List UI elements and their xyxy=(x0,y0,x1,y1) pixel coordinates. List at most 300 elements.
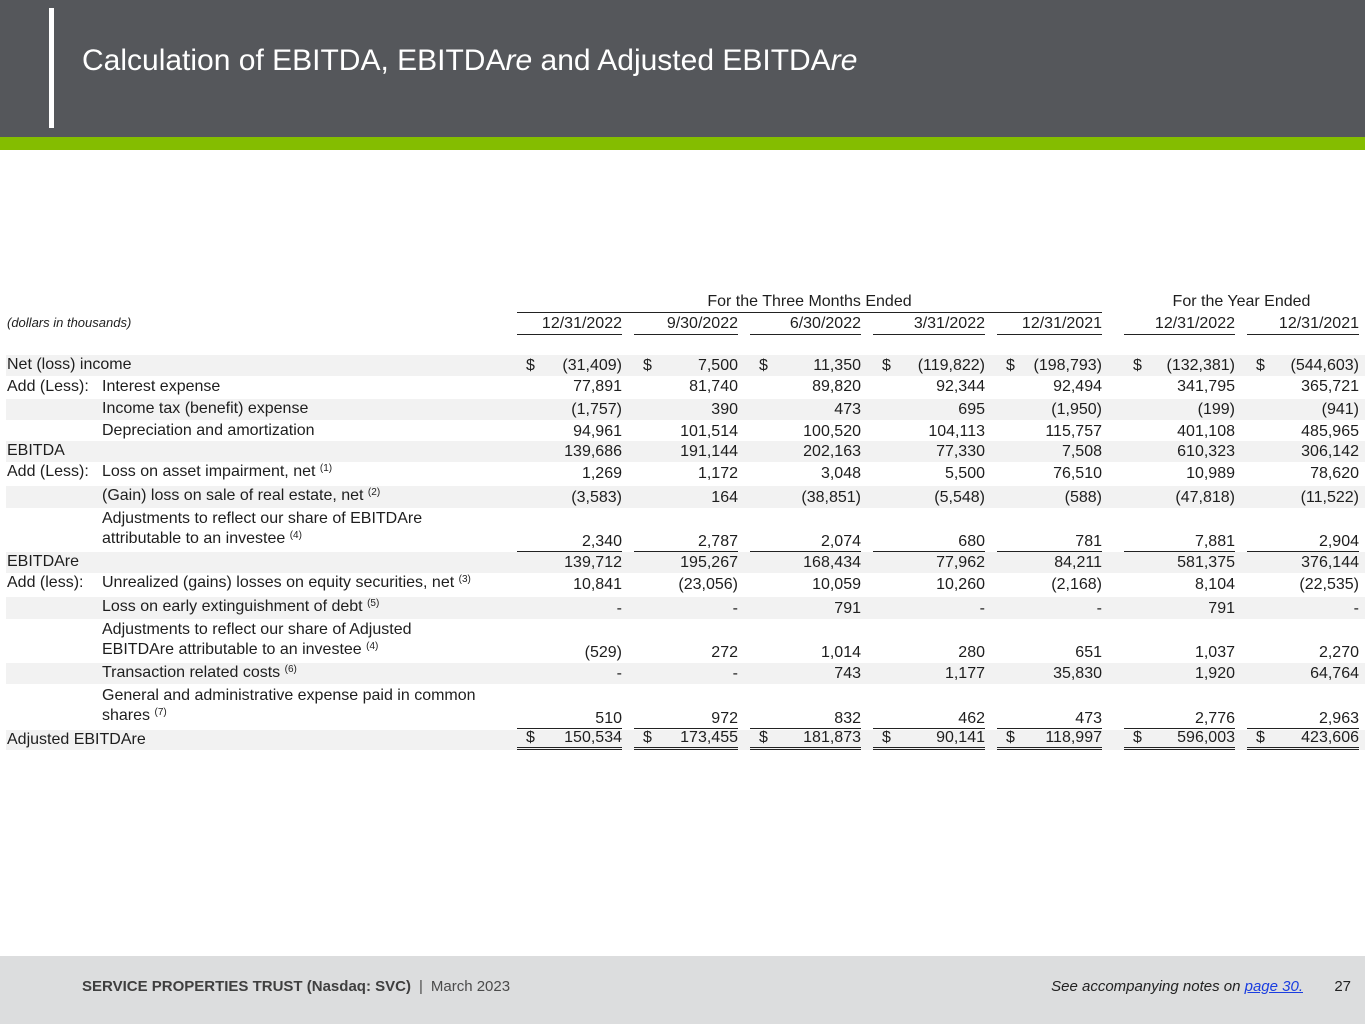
cell-value: (5,548) xyxy=(934,489,985,506)
row-label-text: Loss on asset impairment, net xyxy=(102,463,316,480)
cell-value: 306,142 xyxy=(1301,443,1359,460)
table-cell xyxy=(1124,575,1235,595)
table-cell xyxy=(1247,356,1359,376)
notes-page-link[interactable]: page 30. xyxy=(1244,978,1303,995)
footer-company xyxy=(82,978,510,995)
row-prefix: Add (Less): xyxy=(7,378,89,395)
table-cell xyxy=(517,442,622,462)
table-cell xyxy=(750,356,861,376)
footnote-ref: (4) xyxy=(366,641,379,652)
currency-symbol: $ xyxy=(1006,729,1015,746)
cell-value: 10,260 xyxy=(936,576,985,593)
table-cell xyxy=(517,356,622,376)
table-cell xyxy=(997,599,1102,619)
cell-value: 423,606 xyxy=(1301,729,1359,746)
period-header: 12/31/2021 xyxy=(1247,314,1359,335)
table-cell xyxy=(997,442,1102,462)
currency-symbol: $ xyxy=(643,729,652,746)
table-cell xyxy=(1124,664,1235,684)
cell-value: 781 xyxy=(1075,533,1102,550)
row-label xyxy=(102,597,379,617)
table-cell xyxy=(634,643,738,663)
table-cell xyxy=(873,553,985,573)
table-cell xyxy=(997,728,1102,750)
cell-value: 7,881 xyxy=(1194,533,1235,550)
table-cell xyxy=(634,532,738,552)
cell-value: 100,520 xyxy=(803,423,861,440)
table-row xyxy=(6,462,1365,484)
cell-value: 743 xyxy=(834,665,861,682)
row-prefix: Adjusted EBITDAre xyxy=(7,731,146,748)
table-cell xyxy=(634,377,738,397)
cell-value: 485,965 xyxy=(1301,423,1359,440)
table-cell xyxy=(997,553,1102,573)
table-row xyxy=(6,597,1365,619)
cell-value: (38,851) xyxy=(801,489,861,506)
cell-value: 35,830 xyxy=(1053,665,1102,682)
table-cell xyxy=(997,464,1102,484)
cell-value: 77,891 xyxy=(573,378,622,395)
cell-value: 10,059 xyxy=(812,576,861,593)
row-label xyxy=(102,509,422,549)
cell-value: 462 xyxy=(958,710,985,727)
table-cell xyxy=(873,643,985,663)
footnote-ref: (3) xyxy=(458,574,471,585)
table-row xyxy=(6,573,1365,595)
table-cell xyxy=(634,422,738,442)
table-cell xyxy=(1247,599,1359,619)
cell-value: 81,740 xyxy=(689,378,738,395)
table-cell xyxy=(517,728,622,750)
row-label xyxy=(102,686,476,726)
table-cell xyxy=(750,709,861,729)
cell-value: (1,950) xyxy=(1051,401,1102,418)
table-cell xyxy=(634,400,738,420)
table-cell xyxy=(1247,400,1359,420)
footnote-ref: (6) xyxy=(284,664,297,675)
cell-value: (529) xyxy=(584,644,622,661)
table-cell xyxy=(873,728,985,750)
table-cell xyxy=(634,356,738,376)
row-label-line1: Adjustments to reflect our share of Adjusted xyxy=(102,621,412,638)
row-prefix: EBITDA xyxy=(7,442,65,459)
row-prefix: Add (Less): xyxy=(7,463,89,480)
table-cell xyxy=(1124,464,1235,484)
cell-value: - xyxy=(1353,600,1359,617)
table-cell xyxy=(873,575,985,595)
cell-value: 64,764 xyxy=(1310,665,1359,682)
row-label-line2: shares xyxy=(102,707,151,724)
cell-value: 473 xyxy=(834,401,861,418)
footnote-ref: (5) xyxy=(367,598,380,609)
cell-value: 202,163 xyxy=(803,443,861,460)
table-cell xyxy=(634,728,738,750)
table-cell xyxy=(1247,553,1359,573)
cell-value: 1,920 xyxy=(1194,665,1235,682)
cell-value: 164 xyxy=(711,489,738,506)
table-cell xyxy=(517,422,622,442)
cell-value: 1,177 xyxy=(944,665,985,682)
currency-symbol: $ xyxy=(882,729,891,746)
cell-value: 181,873 xyxy=(803,729,861,746)
currency-symbol: $ xyxy=(882,357,891,374)
table-row xyxy=(6,509,1365,552)
period-header: 12/31/2021 xyxy=(997,314,1102,335)
table-cell xyxy=(517,532,622,552)
cell-value: 76,510 xyxy=(1053,465,1102,482)
table-cell xyxy=(997,377,1102,397)
cell-value: 7,508 xyxy=(1061,443,1102,460)
cell-value: 191,144 xyxy=(680,443,738,460)
cell-value: 3,048 xyxy=(820,465,861,482)
table-cell xyxy=(634,442,738,462)
table-cell xyxy=(873,377,985,397)
row-label xyxy=(102,421,315,441)
cell-value: 1,269 xyxy=(581,465,622,482)
cell-value: 2,074 xyxy=(820,533,861,550)
table-row xyxy=(6,421,1365,442)
row-prefix: Add (less): xyxy=(7,574,84,591)
cell-value: 341,795 xyxy=(1177,378,1235,395)
cell-value: 92,344 xyxy=(936,378,985,395)
table-cell xyxy=(1124,488,1235,508)
table-row xyxy=(6,730,1365,750)
cell-value: - xyxy=(1096,600,1102,617)
table-cell xyxy=(634,464,738,484)
cell-value: 2,904 xyxy=(1318,533,1359,550)
table-cell xyxy=(1247,728,1359,750)
cell-value: 510 xyxy=(595,710,622,727)
cell-value: (199) xyxy=(1197,401,1235,418)
table-cell xyxy=(517,575,622,595)
cell-value: (47,818) xyxy=(1175,489,1235,506)
table-cell xyxy=(1247,532,1359,552)
table-cell xyxy=(634,553,738,573)
row-label-line1: Adjustments to reflect our share of EBITDAre xyxy=(102,510,423,527)
group-header-three-months: For the Three Months Ended xyxy=(517,292,1102,313)
title-mid: and Adjusted EBITDA xyxy=(532,44,831,77)
row-prefix: EBITDAre xyxy=(7,553,80,570)
cell-value: 832 xyxy=(834,710,861,727)
table-cell xyxy=(1124,442,1235,462)
table-cell xyxy=(997,400,1102,420)
cell-value: 2,270 xyxy=(1318,644,1359,661)
row-label xyxy=(102,377,220,397)
row-label-line1: General and administrative expense paid in common xyxy=(102,687,476,704)
row-prefix: Net (loss) income xyxy=(7,356,132,373)
row-label xyxy=(102,663,297,683)
cell-value: 695 xyxy=(958,401,985,418)
table-cell xyxy=(750,664,861,684)
period-header: 9/30/2022 xyxy=(634,314,738,335)
table-cell xyxy=(1124,532,1235,552)
table-row xyxy=(6,486,1365,508)
cell-value: (119,822) xyxy=(917,357,985,374)
slide-footer xyxy=(0,956,1365,1024)
row-label-text: Unrealized (gains) losses on equity securities, net xyxy=(102,574,455,591)
table-cell xyxy=(1124,643,1235,663)
table-cell xyxy=(1124,356,1235,376)
cell-value: 2,787 xyxy=(697,533,738,550)
cell-value: 972 xyxy=(711,710,738,727)
cell-value: 651 xyxy=(1075,644,1102,661)
row-label-text: Transaction related costs xyxy=(102,664,281,681)
title-re-1: re xyxy=(505,44,533,77)
currency-symbol: $ xyxy=(759,729,768,746)
table-cell xyxy=(873,532,985,552)
cell-value: (31,409) xyxy=(562,357,622,374)
cell-value: 195,267 xyxy=(680,554,738,571)
table-cell xyxy=(873,709,985,729)
cell-value: - xyxy=(616,600,622,617)
table-row xyxy=(6,620,1365,663)
cell-value: 1,172 xyxy=(697,465,738,482)
table-cell xyxy=(873,356,985,376)
table-row xyxy=(6,377,1365,397)
table-cell xyxy=(1124,599,1235,619)
notes-text: See accompanying notes on xyxy=(1051,978,1245,995)
cell-value: 610,323 xyxy=(1177,443,1235,460)
footer-notes xyxy=(1051,978,1303,995)
cell-value: (544,603) xyxy=(1290,357,1359,374)
currency-symbol: $ xyxy=(643,357,652,374)
currency-symbol: $ xyxy=(1133,357,1142,374)
table-cell xyxy=(517,599,622,619)
cell-value: 84,211 xyxy=(1054,554,1102,571)
table-cell xyxy=(873,464,985,484)
cell-value: 92,494 xyxy=(1053,378,1102,395)
cell-value: 89,820 xyxy=(812,378,861,395)
table-cell xyxy=(1124,377,1235,397)
cell-value: (22,535) xyxy=(1299,576,1359,593)
cell-value: 77,330 xyxy=(936,443,985,460)
period-header: 6/30/2022 xyxy=(750,314,861,335)
cell-value: 94,961 xyxy=(573,423,622,440)
table-cell xyxy=(750,599,861,619)
cell-value: (132,381) xyxy=(1166,357,1235,374)
row-label-line2: attributable to an investee xyxy=(102,530,286,547)
cell-value: 365,721 xyxy=(1301,378,1359,395)
table-cell xyxy=(873,599,985,619)
cell-value: 5,500 xyxy=(944,465,985,482)
cell-value: 2,963 xyxy=(1318,710,1359,727)
table-cell xyxy=(1124,553,1235,573)
footnote-ref: (2) xyxy=(367,487,381,498)
row-label-text: Income tax (benefit) expense xyxy=(102,400,309,417)
table-cell xyxy=(634,709,738,729)
table-cell xyxy=(634,488,738,508)
row-label-text: Interest expense xyxy=(102,378,221,395)
cell-value: 791 xyxy=(834,600,861,617)
table-cell xyxy=(1247,488,1359,508)
table-cell xyxy=(517,709,622,729)
row-label-line2: EBITDAre attributable to an investee xyxy=(102,641,362,658)
cell-value: (198,793) xyxy=(1033,357,1102,374)
row-label xyxy=(102,462,332,482)
table-cell xyxy=(750,442,861,462)
title-prefix: Calculation of EBITDA, EBITDA xyxy=(82,44,506,77)
table-cell xyxy=(1124,728,1235,750)
table-cell xyxy=(1247,442,1359,462)
table-cell xyxy=(997,422,1102,442)
footer-date: March 2023 xyxy=(430,978,511,995)
table-cell xyxy=(634,575,738,595)
cell-value: 90,141 xyxy=(936,729,985,746)
table-cell xyxy=(517,400,622,420)
table-cell xyxy=(873,422,985,442)
cell-value: 139,686 xyxy=(564,443,622,460)
footnote-ref: (1) xyxy=(319,463,333,474)
period-header: 3/31/2022 xyxy=(873,314,985,335)
cell-value: - xyxy=(732,600,738,617)
cell-value: - xyxy=(979,600,985,617)
currency-symbol: $ xyxy=(1256,729,1265,746)
table-cell xyxy=(750,488,861,508)
cell-value: - xyxy=(616,665,622,682)
table-row xyxy=(6,441,1365,462)
table-cell xyxy=(997,664,1102,684)
table-cell xyxy=(1247,422,1359,442)
currency-symbol: $ xyxy=(1133,729,1142,746)
currency-symbol: $ xyxy=(526,729,535,746)
cell-value: (2,168) xyxy=(1051,576,1102,593)
cell-value: 8,104 xyxy=(1194,576,1235,593)
group-header-year: For the Year Ended xyxy=(1172,293,1311,310)
row-label xyxy=(102,573,471,593)
cell-value: 10,989 xyxy=(1186,465,1235,482)
cell-value: 390 xyxy=(711,401,738,418)
cell-value: 150,534 xyxy=(564,729,622,746)
row-label-text: Loss on early extinguishment of debt xyxy=(102,598,363,615)
company-name: SERVICE PROPERTIES TRUST (Nasdaq: SVC) xyxy=(82,978,411,995)
table-cell xyxy=(1124,422,1235,442)
table-cell xyxy=(1124,400,1235,420)
cell-value: 680 xyxy=(958,533,985,550)
currency-symbol: $ xyxy=(526,357,535,374)
table-cell xyxy=(517,464,622,484)
cell-value: 2,340 xyxy=(581,533,622,550)
table-cell xyxy=(997,488,1102,508)
cell-value: 168,434 xyxy=(803,554,861,571)
table-row xyxy=(6,399,1365,420)
table-cell xyxy=(634,664,738,684)
cell-value: 1,014 xyxy=(820,644,861,661)
table-cell xyxy=(750,728,861,750)
table-cell xyxy=(750,553,861,573)
table-cell xyxy=(517,377,622,397)
cell-value: 473 xyxy=(1075,710,1102,727)
cell-value: 10,841 xyxy=(573,576,622,593)
table-cell xyxy=(517,553,622,573)
period-header: 12/31/2022 xyxy=(517,314,622,335)
table-cell xyxy=(997,356,1102,376)
cell-value: (3,583) xyxy=(571,489,622,506)
cell-value: 596,003 xyxy=(1177,729,1235,746)
cell-value: 11,350 xyxy=(813,357,861,374)
period-header: 12/31/2022 xyxy=(1124,314,1235,335)
cell-value: 581,375 xyxy=(1177,554,1235,571)
table-cell xyxy=(517,488,622,508)
table-cell xyxy=(1247,464,1359,484)
cell-value: 115,757 xyxy=(1045,423,1102,440)
cell-value: 7,500 xyxy=(697,357,738,374)
table-cell xyxy=(1247,377,1359,397)
table-cell xyxy=(873,442,985,462)
table-cell xyxy=(634,599,738,619)
cell-value: 1,037 xyxy=(1194,644,1235,661)
row-label xyxy=(102,620,412,660)
table-cell xyxy=(517,643,622,663)
table-row xyxy=(6,663,1365,684)
cell-value: 2,776 xyxy=(1194,710,1235,727)
cell-value: 791 xyxy=(1208,600,1235,617)
table-cell xyxy=(750,575,861,595)
table-cell xyxy=(873,664,985,684)
row-label xyxy=(102,486,380,506)
cell-value: 280 xyxy=(958,644,985,661)
currency-symbol: $ xyxy=(759,357,768,374)
cell-value: (11,522) xyxy=(1300,489,1359,506)
title-re-2: re xyxy=(830,44,858,77)
table-cell xyxy=(997,532,1102,552)
cell-value: - xyxy=(732,665,738,682)
table-cell xyxy=(997,643,1102,663)
row-label-text: Depreciation and amortization xyxy=(102,422,315,439)
table-cell xyxy=(750,377,861,397)
cell-value: 272 xyxy=(711,644,738,661)
table-row xyxy=(6,355,1365,376)
table-cell xyxy=(1247,643,1359,663)
cell-value: (1,757) xyxy=(571,401,622,418)
cell-value: (588) xyxy=(1064,489,1102,506)
table-cell xyxy=(750,400,861,420)
cell-value: (941) xyxy=(1321,401,1359,418)
cell-value: 77,962 xyxy=(936,554,985,571)
table-cell xyxy=(750,464,861,484)
table-cell xyxy=(517,664,622,684)
cell-value: (23,056) xyxy=(678,576,738,593)
units-note: (dollars in thousands) xyxy=(7,315,132,330)
cell-value: 401,108 xyxy=(1177,423,1235,440)
cell-value: 104,113 xyxy=(928,423,985,440)
table-cell xyxy=(1247,664,1359,684)
cell-value: 78,620 xyxy=(1310,465,1359,482)
table-cell xyxy=(873,400,985,420)
footer-separator: | xyxy=(418,978,423,995)
cell-value: 139,712 xyxy=(564,554,622,571)
row-label-text: (Gain) loss on sale of real estate, net xyxy=(102,487,364,504)
table-cell xyxy=(750,643,861,663)
table-row xyxy=(6,552,1365,573)
page-number: 27 xyxy=(1334,978,1351,995)
cell-value: 118,997 xyxy=(1045,729,1102,746)
table-cell xyxy=(997,575,1102,595)
cell-value: 173,455 xyxy=(680,729,738,746)
currency-symbol: $ xyxy=(1256,357,1265,374)
row-label xyxy=(102,399,308,419)
table-cell xyxy=(1247,575,1359,595)
currency-symbol: $ xyxy=(1006,357,1015,374)
table-cell xyxy=(1124,709,1235,729)
table-cell xyxy=(750,532,861,552)
table-row xyxy=(6,686,1365,729)
table-cell xyxy=(873,488,985,508)
table-cell xyxy=(750,422,861,442)
cell-value: 101,514 xyxy=(680,423,738,440)
cell-value: 376,144 xyxy=(1301,554,1359,571)
table-cell xyxy=(1247,709,1359,729)
footnote-ref: (7) xyxy=(154,707,167,718)
